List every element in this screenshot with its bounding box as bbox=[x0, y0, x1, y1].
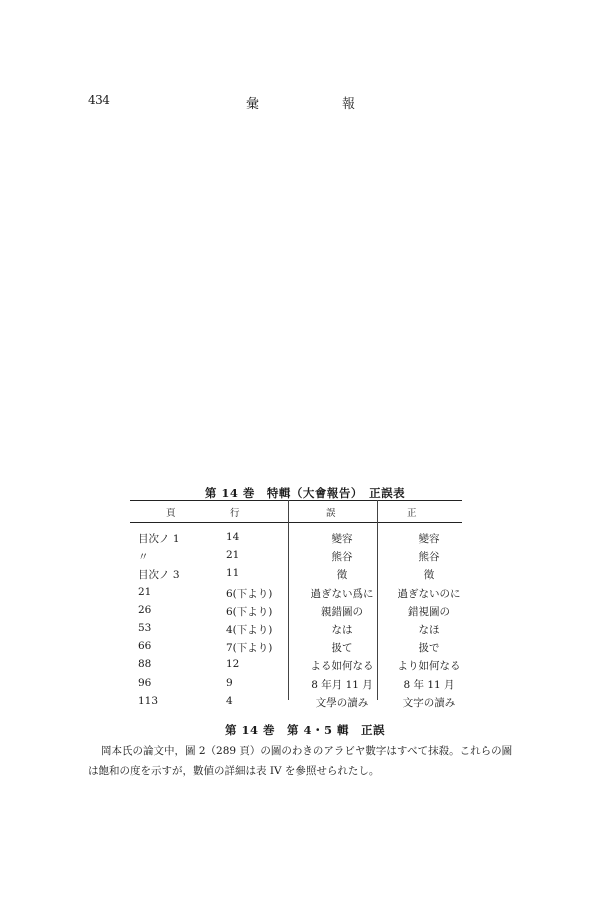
journal-title-second-char: 報 bbox=[342, 97, 356, 112]
cell-page: 21 bbox=[138, 585, 152, 598]
cell-line: 12 bbox=[226, 658, 240, 671]
journal-title-first-char: 彙 bbox=[246, 97, 260, 112]
table-row bbox=[130, 622, 462, 640]
table-row bbox=[130, 604, 462, 622]
column-header-line: 行 bbox=[230, 508, 240, 519]
cell-page: 96 bbox=[138, 676, 152, 689]
table-row bbox=[130, 586, 462, 604]
cell-correct: 徵 bbox=[423, 569, 435, 582]
cell-correct: 扱で bbox=[418, 642, 440, 655]
cell-line: 11 bbox=[226, 567, 240, 580]
cell-correct: なほ bbox=[418, 624, 440, 636]
cell-page: 〃 bbox=[138, 551, 149, 564]
cell-line: 4 bbox=[226, 694, 233, 707]
column-header-correct: 正 bbox=[407, 508, 417, 519]
errata-table-title: 第 14 巻 特輯（大會報告） 正誤表 bbox=[204, 486, 406, 500]
cell-line: 6(下より) bbox=[226, 587, 273, 600]
cell-correct: 過ぎないのに bbox=[397, 587, 461, 600]
column-header-page: 頁 bbox=[166, 508, 176, 519]
errata2-text-line-1: 岡本氏の論文中，圖 2（289 頁）の圖のわきのアラビヤ數字はすべて抹殺。これらの圖 bbox=[101, 745, 513, 757]
cell-wrong: 文學の讀み bbox=[315, 696, 369, 709]
cell-correct: より如何なる bbox=[397, 660, 461, 673]
cell-page: 目次ノ 1 bbox=[138, 533, 180, 545]
cell-line: 6(下より) bbox=[226, 605, 273, 618]
errata2-title: 第 14 巻 第 4・5 輯 正誤 bbox=[224, 723, 386, 737]
cell-line: 14 bbox=[226, 531, 240, 543]
cell-wrong: なは bbox=[331, 624, 353, 636]
cell-correct: 熊谷 bbox=[418, 551, 440, 564]
cell-correct: 錯視圖の bbox=[408, 605, 450, 618]
cell-page: 113 bbox=[138, 694, 159, 707]
cell-correct: 變容 bbox=[418, 533, 440, 545]
cell-wrong: 熊谷 bbox=[331, 551, 353, 564]
table-row bbox=[130, 549, 462, 567]
cell-page: 26 bbox=[138, 603, 152, 616]
table-row bbox=[130, 677, 462, 695]
cell-wrong: 8 年月 11 月 bbox=[311, 678, 373, 691]
cell-wrong: 過ぎない爲に bbox=[310, 587, 374, 600]
cell-page: 88 bbox=[138, 658, 152, 671]
table-header-rule bbox=[130, 522, 462, 523]
cell-wrong: 變容 bbox=[331, 533, 353, 545]
cell-correct: 8 年 11 月 bbox=[403, 678, 455, 691]
cell-page: 53 bbox=[138, 622, 152, 634]
cell-page: 66 bbox=[138, 640, 152, 653]
cell-wrong: 扱て bbox=[331, 642, 353, 655]
table-row bbox=[130, 695, 462, 713]
table-row bbox=[130, 658, 462, 676]
table-row bbox=[130, 531, 462, 549]
errata2-text-line-2: は飽和の度を示すが，數値の詳細は表 IV を參照せられたし。 bbox=[88, 765, 380, 777]
cell-line: 9 bbox=[226, 676, 233, 689]
table-row bbox=[130, 640, 462, 658]
cell-line: 7(下より) bbox=[226, 642, 273, 655]
column-header-wrong: 誤 bbox=[326, 508, 336, 519]
page-header bbox=[0, 93, 610, 113]
table-top-rule bbox=[130, 500, 462, 501]
cell-line: 4(下より) bbox=[226, 624, 273, 636]
table-row bbox=[130, 567, 462, 585]
cell-line: 21 bbox=[226, 549, 240, 562]
cell-page: 目次ノ 3 bbox=[138, 569, 180, 582]
page-number: 434 bbox=[88, 93, 110, 107]
cell-correct: 文字の讀み bbox=[402, 696, 456, 709]
cell-wrong: よる如何なる bbox=[310, 660, 374, 673]
cell-wrong: 親錯圖の bbox=[321, 605, 363, 618]
cell-wrong: 徵 bbox=[336, 569, 348, 582]
